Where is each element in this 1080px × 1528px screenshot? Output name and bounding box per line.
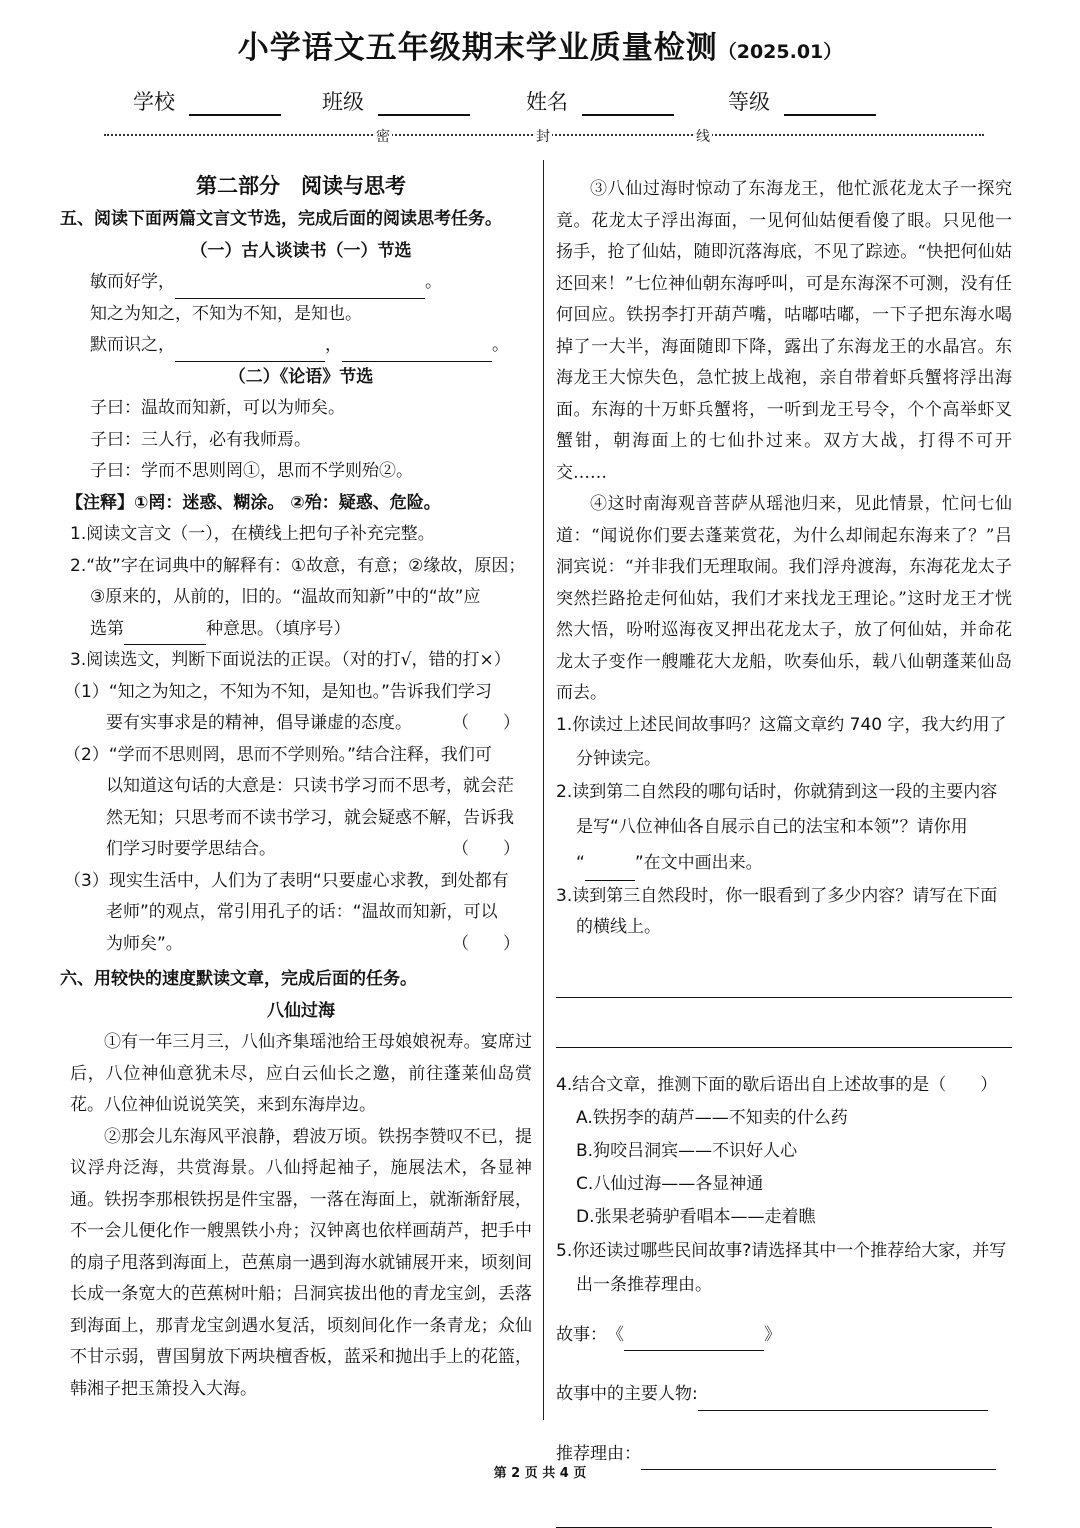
name-blank[interactable] <box>582 94 674 116</box>
story-paragraph-4 <box>556 489 1012 710</box>
story-label: 故事： <box>556 1324 599 1345</box>
answer-paren[interactable]: （ ） <box>452 713 520 733</box>
r-question-1-line1: 1.你读过上述民间故事吗？这篇文章约 740 字，我大约用了 <box>556 714 1007 735</box>
fill-blank[interactable] <box>175 280 425 299</box>
r-question-2-line1: 2.读到第二自然段的哪句话时，你就猜到这一段的主要内容 <box>556 782 998 802</box>
q3-item1-line2 <box>70 708 532 740</box>
q3-item2-line4 <box>70 834 532 866</box>
q3-item3-text: 为师矣”。 <box>106 933 183 954</box>
fill-blank[interactable] <box>124 626 206 645</box>
seal-feng: 封 <box>534 126 552 146</box>
q3-item3-line2: 老师”的观点，常引用孔子的话：“温故而知新，可以 <box>106 902 498 922</box>
exam-date: （2025.01） <box>717 41 843 63</box>
p1-text: ①有一年三月三，八仙齐集瑶池给王母娘娘祝寿。宴席过后，八位神仙意犹未尽，应白云仙长之邀，前往蓬莱仙岛赏花。八位神仙说说笑笑，来到东海岸边。 <box>70 1032 532 1115</box>
q3-item1-text: 要有实事求是的精神，倡导谦虚的态度。 <box>106 713 412 733</box>
question-1: 1.阅读文言文（一），在横线上把句子补充完整。 <box>70 524 435 544</box>
q2-choose: 选第 <box>90 618 124 639</box>
r-question-2-line3 <box>556 845 1012 881</box>
section5-title: 五、阅读下面两篇文言文节选，完成后面的阅读思考任务。 <box>60 209 502 229</box>
people-field <box>556 1379 1012 1411</box>
q3-item2-line3: 然无知；只思考而不读书学习，就会疑惑不解，告诉我 <box>106 807 514 828</box>
r-question-5-line1: 5.你还读过哪些民间故事?请选择其中一个推荐给大家，并写 <box>556 1240 1007 1261</box>
part-title: 第二部分 阅读与思考 <box>196 174 406 198</box>
school-field[interactable] <box>133 86 281 116</box>
answer-paren[interactable]: （ ） <box>452 839 520 859</box>
story-paragraph-1 <box>70 1027 532 1122</box>
p3-text: ③八仙过海时惊动了东海龙王，他忙派花龙太子一探究竟。花龙太子浮出海面，一见何仙姑便看傻了眼。只见他一扬手，抢了仙姑，随即沉落海底，不见了踪迹。“快把何仙姑还回来！”七位神仙朝东海呼叫，可是东海深不可测，没有任何回应。铁拐李打开葫芦嘴，咕嘟咕嘟，一下子把东海水喝掉了一大半，海面随即下降，露出了东海龙王的水晶宫。东海龙王大惊失色，急忙披上战袍，亲自带着虾兵蟹将浮出海面。东海的十万虾兵蟹将，一听到龙王号令，个个高举虾叉蟹钳，朝海面上的七仙扑过来。双方大战，打得不可开交…… <box>556 179 1012 483</box>
class-label: 班级 <box>322 90 364 114</box>
p4-text: ④这时南海观音菩萨从瑶池归来，见此情景，忙问七仙道：“闻说你们要去蓬莱赏花，为什么却闹起东海来了？”吕洞宾说：“并非我们无理取闹。我们浮舟渡海，东海花龙太子突然拦路抢走何仙姑，我们才来找龙王理论。”这时龙王才恍然大悟，吩咐巡海夜叉押出花龙太子，放了何仙姑，并命花龙太子变作一艘雕花大龙船，吹奏仙乐，载八仙朝蓬莱仙岛而去。 <box>556 494 1012 703</box>
text1-line1-text: 敏而好学， <box>90 272 175 292</box>
seal-mi: 密 <box>374 126 392 146</box>
text2-title: （二）《论语》节选 <box>228 366 374 387</box>
text2-line3: 子曰：学而不思则罔①，思而不学则殆②。 <box>90 461 413 481</box>
story-title: 八仙过海 <box>267 1000 335 1021</box>
r-question-3-line2: 的横线上。 <box>576 917 661 937</box>
r-question-3-line1: 3.读到第三自然段时，你一眼看到了多少内容？请写在下面 <box>556 885 998 906</box>
school-blank[interactable] <box>189 94 281 116</box>
people-blank[interactable] <box>698 1392 988 1411</box>
left-column <box>60 168 532 1405</box>
q3-item2-line2: 以知道这句话的大意是：只读书学习而不思考，就会茫 <box>106 776 514 796</box>
quote-open: “ <box>576 852 585 873</box>
class-blank[interactable] <box>378 94 470 116</box>
reason-label: 推荐理由： <box>556 1443 641 1464</box>
fill-blank[interactable] <box>585 862 635 881</box>
option-c[interactable]: C.八仙过海——各显神通 <box>576 1173 764 1194</box>
option-a[interactable]: A.铁拐李的葫芦——不知卖的什么药 <box>576 1107 848 1128</box>
story-blank[interactable] <box>624 1332 764 1351</box>
column-divider <box>543 160 544 1420</box>
grade-field[interactable] <box>728 86 876 116</box>
text2-line1: 子曰：温故而知新，可以为师矣。 <box>90 398 345 418</box>
question-2-line3 <box>70 614 532 646</box>
page-number: 第 2 页 共 4 页 <box>493 1466 587 1481</box>
page-title <box>0 22 1080 67</box>
quote-close: ”在文中画出来。 <box>634 852 763 873</box>
class-field[interactable] <box>322 86 470 116</box>
annotation: 【注释】①罔：迷惑、糊涂。 ②殆：疑惑、危险。 <box>66 492 441 513</box>
r-question-2-line2: 是写“八位神仙各自展示自己的法宝和本领”？请你用 <box>576 816 968 837</box>
book-open: 《 <box>615 1324 624 1345</box>
p2-text: ②那会儿东海风平浪静，碧波万顷。铁拐李赞叹不已，提议浮舟泛海，共赏海景。八仙捋起袖子，施展法术，各显神通。铁拐李那根铁拐是件宝器，一落在海面上，就渐渐舒展，不一会儿便化作一艘黑铁小舟；汉钟离也依样画葫芦，把手中的扇子甩落到海面上，芭蕉扇一遇到海水就铺展开来，顷刻间长成一条宽大的芭蕉树叶船；吕洞宾拔出他的青龙宝剑，丢落到海面上，那青龙宝剑遇水复活，顷刻间化作一条青龙；众仙不甘示弱，曹国舅放下两块檀香板，蓝采和抛出手上的花篮，韩湘子把玉箫投入大海。 <box>70 1126 532 1399</box>
option-d[interactable]: D.张果老骑驴看唱本——走着瞧 <box>576 1206 816 1227</box>
r-question-5-line2: 出一条推荐理由。 <box>576 1274 712 1295</box>
q3-item3-line1: （3）现实生活中，人们为了表明“只要虚心求教，到处都有 <box>64 870 509 891</box>
r-question-4: 4.结合文章，推测下面的歇后语出自上述故事的是（ ） <box>556 1074 998 1095</box>
story-paragraph-2 <box>70 1122 532 1406</box>
question-2-line2: ③原来的，从前的，旧的。“温故而知新”中的“故”应 <box>90 587 481 607</box>
people-label: 故事中的主要人物: <box>556 1384 698 1404</box>
text1-line1: 敏而好学， 。 <box>70 267 532 299</box>
q3-item1-line1: （1）“知之为知之，不知为不知，是知也。”告诉我们学习 <box>64 681 492 702</box>
story-field <box>556 1320 1012 1352</box>
question-3: 3.阅读选文，判断下面说法的正误。（对的打√，错的打×） <box>70 650 511 670</box>
q2-hint: 种意思。（填序号） <box>206 618 351 639</box>
seal-xian: 线 <box>694 126 712 146</box>
grade-blank[interactable] <box>784 94 876 116</box>
book-close: 》 <box>764 1324 781 1345</box>
text1-line2: 知之为知之，不知为不知，是知也。 <box>90 303 362 324</box>
text1-line3-text: 默而识之， <box>90 335 175 355</box>
exam-title: 小学语文五年级期末学业质量检测 <box>237 30 718 66</box>
story-paragraph-3 <box>556 174 1012 489</box>
name-label: 姓名 <box>526 90 568 114</box>
school-label: 学校 <box>133 90 175 114</box>
q3-item2-text: 们学习时要学思结合。 <box>106 839 276 859</box>
section6-title: 六、用较快的速度默读文章，完成后面的任务。 <box>60 969 417 989</box>
q3-item3-line3 <box>70 929 532 961</box>
text1-title: （一）古人谈读书（一）节选 <box>190 240 412 261</box>
seal-line <box>104 126 984 146</box>
answer-paren[interactable]: （ ） <box>452 933 520 954</box>
right-column <box>556 168 1012 1528</box>
r-question-1-line2: 分钟读完。 <box>576 749 661 769</box>
fill-blank[interactable] <box>175 343 325 362</box>
answer-line[interactable] <box>556 996 1012 998</box>
answer-line[interactable] <box>556 1046 1012 1048</box>
question-2-line1: 2.“故”字在词典中的解释有：①故意，有意；②缘故，原因； <box>70 555 526 576</box>
fill-blank[interactable] <box>342 343 492 362</box>
option-b[interactable]: B.狗咬吕洞宾——不识好人心 <box>576 1140 798 1161</box>
grade-label: 等级 <box>728 90 770 114</box>
name-field[interactable] <box>526 86 674 116</box>
text1-line3: 默而识之， ， 。 <box>70 330 532 362</box>
text2-line2: 子曰：三人行，必有我师焉。 <box>90 429 311 450</box>
q3-item2-line1: （2）“学而不思则罔，思而不学则殆。”结合注释，我们可 <box>64 744 492 765</box>
